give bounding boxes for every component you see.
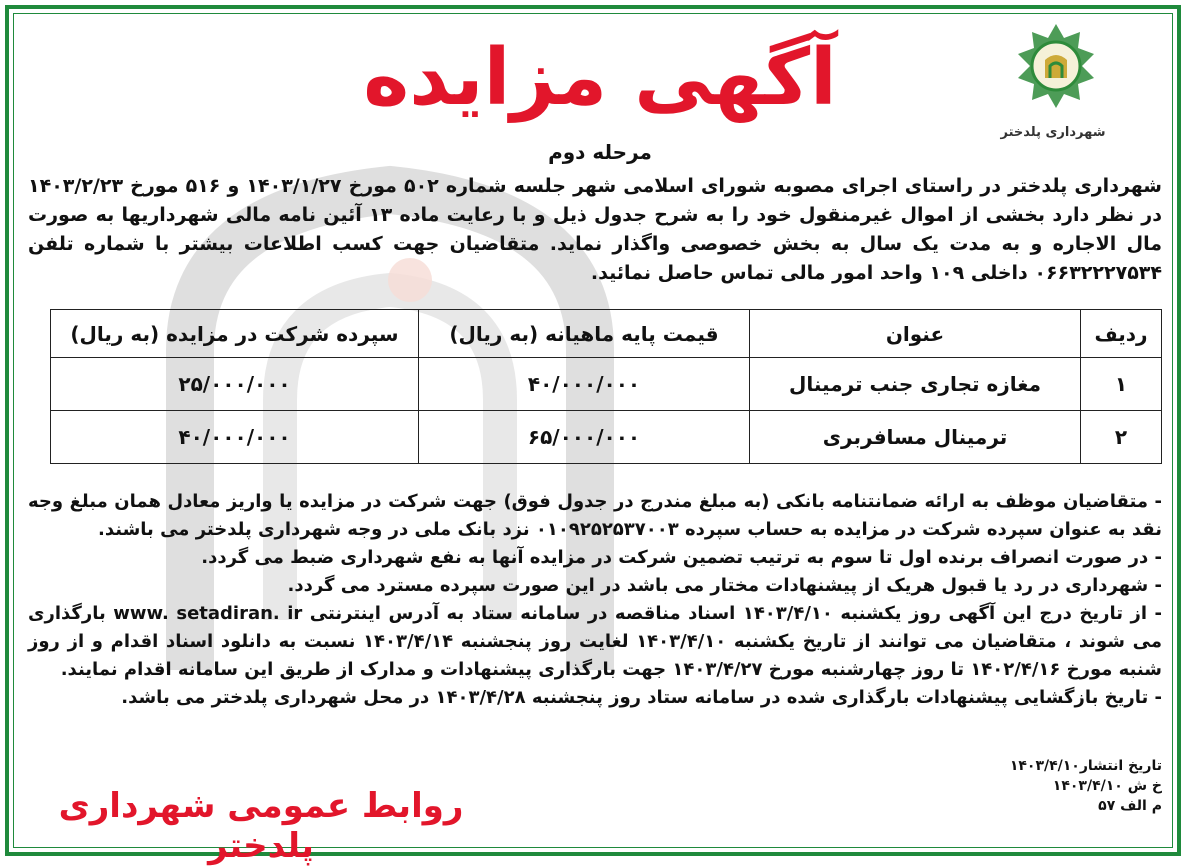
page-title: آگهی مزایده xyxy=(363,33,837,123)
condition-item: - از تاریخ درج این آگهی روز یکشنبه ۱۴۰۳/۴/۱۰ اسناد مناقصه در سامانه ستاد به آدرس اینترنتی www. setadiran. ir بارگذاری می شوند ، متقاضیان می توانند از تاریخ یکشنبه ۱۴۰۳/۴/۱۰ لغایت روز پنجشنبه ۱۴۰۳/۴/۱۴ نسبت به دانلود اسناد اقدام و از روز شنبه مورخ ۱۴۰۲/۴/۱۶ تا روز چهارشنبه مورخ ۱۴۰۳/۴/۲۷ جهت بارگذاری پیشنهادات و مدارک از طریق این سامانه اقدام نمایند. xyxy=(28,603,1162,680)
row-title: ترمینال مسافربری xyxy=(750,411,1081,464)
logo-caption: شهرداری پلدختر xyxy=(1000,125,1106,140)
row-price: ۶۵/۰۰۰/۰۰۰ xyxy=(419,411,750,464)
row-deposit: ۲۵/۰۰۰/۰۰۰ xyxy=(51,358,419,411)
publish-date: ۱۴۰۳/۴/۱۰ xyxy=(1009,758,1080,774)
table-row xyxy=(51,358,1162,411)
row-idx: ۲ xyxy=(1081,411,1162,464)
publish-date-line xyxy=(862,756,1162,776)
municipality-logo xyxy=(1012,22,1100,122)
page-subtitle: مرحله دوم xyxy=(548,140,652,164)
public-relations-signature: روابط عمومی شهرداری پلدختر xyxy=(58,786,464,866)
header-idx: ردیف xyxy=(1081,310,1162,358)
condition-item: - شهرداری در رد یا قبول هریک از پیشنهادات مختار می باشد در این صورت سپرده مسترد می گردد. xyxy=(287,575,1162,596)
row-price: ۴۰/۰۰۰/۰۰۰ xyxy=(419,358,750,411)
conditions-list xyxy=(28,488,1162,712)
row-title: مغازه تجاری جنب ترمینال xyxy=(750,358,1081,411)
publish-label: تاریخ انتشار xyxy=(1079,758,1162,774)
header-title: عنوان xyxy=(750,310,1081,358)
header-price: قیمت پایه ماهیانه (به ریال) xyxy=(419,310,750,358)
condition-item: - تاریخ بازگشایی پیشنهادات بارگذاری شده در سامانه ستاد روز پنجشنبه ۱۴۰۳/۴/۲۸ در محل شهرداری پلدختر می باشد. xyxy=(121,687,1162,708)
row-deposit: ۴۰/۰۰۰/۰۰۰ xyxy=(51,411,419,464)
publication-meta xyxy=(862,756,1162,816)
header-deposit: سپرده شرکت در مزایده (به ریال) xyxy=(51,310,419,358)
condition-item: - در صورت انصراف برنده اول تا سوم به ترتیب تضمین شرکت در مزایده آنها به نفع شهرداری ضبط می گردد. xyxy=(201,547,1162,568)
intro-paragraph: شهرداری پلدختر در راستای اجرای مصوبه شورای اسلامی شهر جلسه شماره ۵۰۲ مورخ ۱۴۰۳/۱/۲۷ و ۵۱۶ مورخ ۱۴۰۳/۲/۲۳ در نظر دارد بخشی از اموال غیرمنقول خود را به شرح جدول ذیل و با رعایت ماده ۱۳ آئین نامه مالی شهرداریها به صورت مال الاجاره و به مدت یک سال به بخش خصوصی واگذار نماید. متقاضیان جهت کسب اطلاعات بیشتر با شماره تلفن ۰۶۶۳۲۲۲۷۵۳۴ داخلی ۱۰۹ واحد امور مالی تماس حاصل نمائید. xyxy=(28,175,1162,284)
code-line: خ ش ۱۴۰۳/۴/۱۰ xyxy=(1052,778,1162,794)
table-row xyxy=(51,411,1162,464)
ref-line: م الف ۵۷ xyxy=(1098,798,1162,814)
condition-item: - متقاضیان موظف به ارائه ضمانتنامه بانکی (به مبلغ مندرج در جدول فوق) جهت شرکت در مزایده یا واریز معادل همان مبلغ وجه نقد به عنوان سپرده شرکت در مزایده به حساب سپرده ۰۱۰۹۲۵۲۵۳۷۰۰۳ نزد بانک ملی در وجه شهرداری پلدختر می باشند. xyxy=(28,491,1162,540)
row-idx: ۱ xyxy=(1081,358,1162,411)
table-header-row xyxy=(51,310,1162,358)
auction-items-table xyxy=(50,309,1162,464)
